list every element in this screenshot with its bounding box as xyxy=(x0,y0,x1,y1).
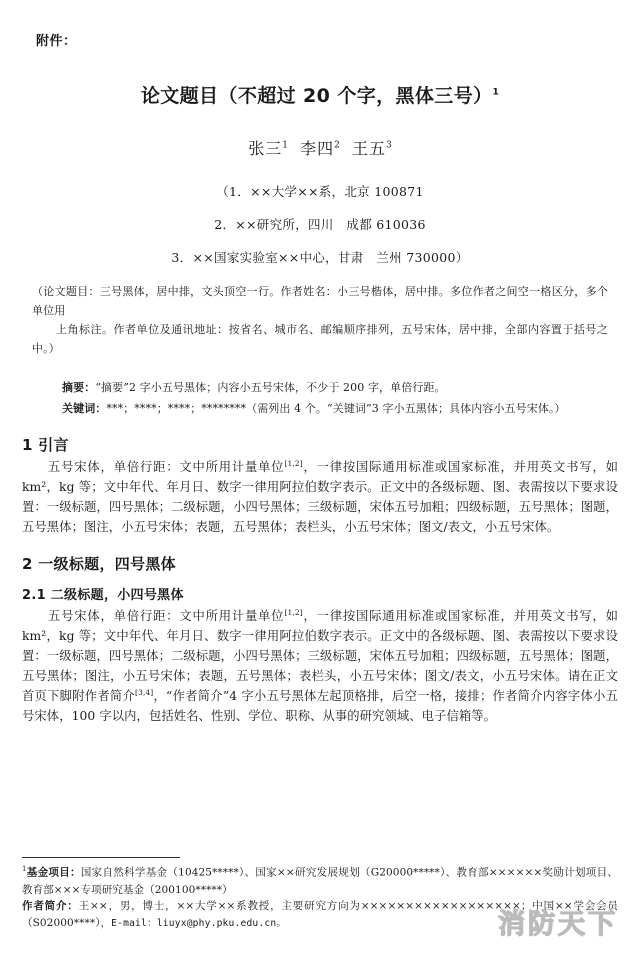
affiliation-line-2: 2．××研究所，四川 成都 610036 xyxy=(214,217,426,233)
section-1-text-before-ref: 五号宋体，单倍行距：文中所用计量单位 xyxy=(48,460,285,475)
keywords-row xyxy=(62,398,618,419)
page-title xyxy=(22,84,618,109)
format-note xyxy=(32,282,608,359)
section-heading-1: 1 引言 xyxy=(22,436,69,455)
author-list xyxy=(22,136,618,159)
format-note-line-2: 上角标注。作者单位及通讯地址：按省名、城市名、邮编顺序排列，五号宋体，居中排，全部内容置于括号之中。） xyxy=(32,323,608,356)
footnote-bio xyxy=(22,898,618,932)
author-affil-marker-2: 2 xyxy=(334,140,340,151)
subsection-heading-2-1: 2.1 二级标题，小四号黑体 xyxy=(22,588,184,604)
author-affil-marker-1: 1 xyxy=(282,140,288,151)
section-heading-2: 2 一级标题，四号黑体 xyxy=(22,555,176,574)
citation-ref-3: [3,4] xyxy=(135,688,154,698)
watermark: 消防天下 xyxy=(498,909,618,940)
title-footnote-marker: 1 xyxy=(492,87,500,98)
abstract-keywords-block xyxy=(62,377,618,420)
format-note-line-1: （论文题目：三号黑体，居中排，文头顶空一行。作者姓名：小三号楷体，居中排。多位作者之间空一格区分，多个单位用 xyxy=(32,284,608,317)
section-2-paragraph xyxy=(22,607,618,727)
footnote-area xyxy=(22,857,618,932)
section-1-paragraph xyxy=(22,458,618,538)
author-name-3: 王五 xyxy=(352,139,387,159)
footnote-fund xyxy=(22,864,618,898)
keywords-text: ***；****；****；********（需列出 4 个。“关键词”3 字小五黑体；具体内容小五号宋体。） xyxy=(106,401,566,415)
abstract-label: 摘要： xyxy=(62,380,96,394)
abstract-row xyxy=(62,377,618,398)
keywords-label: 关键词： xyxy=(62,401,107,415)
footnote-separator-rule xyxy=(22,857,180,858)
attachment-label: 附件： xyxy=(36,34,77,49)
abstract-text: “摘要”2 字小五号黑体；内容小五号宋体，不少于 200 字，单倍行距。 xyxy=(95,380,446,394)
footnote-fund-text: 国家自然科学基金（10425*****）、国家××研究发展规划（G20000*****）、教育部××××××奖励计划项目、教育部×××专项研究基金（200100*****） xyxy=(22,866,618,896)
affiliation-line-1: （1．××大学××系，北京 100871 xyxy=(216,184,424,200)
citation-ref-2: [1,2] xyxy=(284,608,303,618)
section-2-text-after-ref: ，“作者简介”4 字小五号黑体左起顶格排，后空一格，接排；作者简介内容字体小五号宋体，100 字以内，包括姓名、性别、学位、职称、从事的研究领域、电子信箱等。 xyxy=(22,689,618,724)
affiliation-block xyxy=(22,183,618,267)
footnote-email-value: liuyx@phy.pku.edu.cn。 xyxy=(156,918,287,930)
page-title-text: 论文题目（不超过 20 个字，黑体三号） xyxy=(140,84,493,107)
author-affil-marker-3: 3 xyxy=(386,140,392,151)
footnote-fund-label: 基金项目： xyxy=(26,866,81,879)
footnote-bio-label: 作者简介： xyxy=(22,900,79,913)
footnote-marker: 1 xyxy=(22,865,27,874)
footnote-email-label: E-mail： xyxy=(111,918,157,930)
section-1-text-after-ref: ，一律按国际通用标准或国家标准，并用英文书写，如 km²，kg 等；文中年代、年月日、数字一律用阿拉伯数字表示。正文中的各级标题、图、表需按以下要求设置：一级标题，四号黑体；二级标题，小四号黑体；三级标题，宋体五号加粗；四级标题，五号黑体；图题，五号黑体；图注，小五号宋体；表题，五号黑体；表栏头，小五号宋体；图文/表文，小五号宋体。 xyxy=(22,460,618,535)
section-2-text-middle: ，一律按国际通用标准或国家标准，并用英文书写，如 km²，kg 等；文中年代、年月日、数字一律用阿拉伯数字表示。正文中的各级标题、图、表需按以下要求设置：一级标题，四号黑体；二级标题，小四号黑体；三级标题，宋体五号加粗；四级标题，五号黑体；图题，五号黑体；图注，小五号宋体；表题，五号黑体；表栏头，小五号宋体；图文/表文，小五号宋体。请在正文首页下脚附作者简介 xyxy=(22,609,618,704)
footnote-bio-text: 王××，男，博士，××大学××系教授，主要研究方向为××××××××××××××××××；中国××学会会员（S02000****）， xyxy=(22,900,619,930)
section-2-text-before-ref: 五号宋体，单倍行距：文中所用计量单位 xyxy=(48,609,285,624)
author-name-1: 张三 xyxy=(248,139,283,159)
affiliation-line-3: 3．××国家实验室××中心，甘肃 兰州 730000） xyxy=(171,249,469,265)
citation-ref-1: [1,2] xyxy=(284,459,303,469)
author-name-2: 李四 xyxy=(300,139,335,159)
